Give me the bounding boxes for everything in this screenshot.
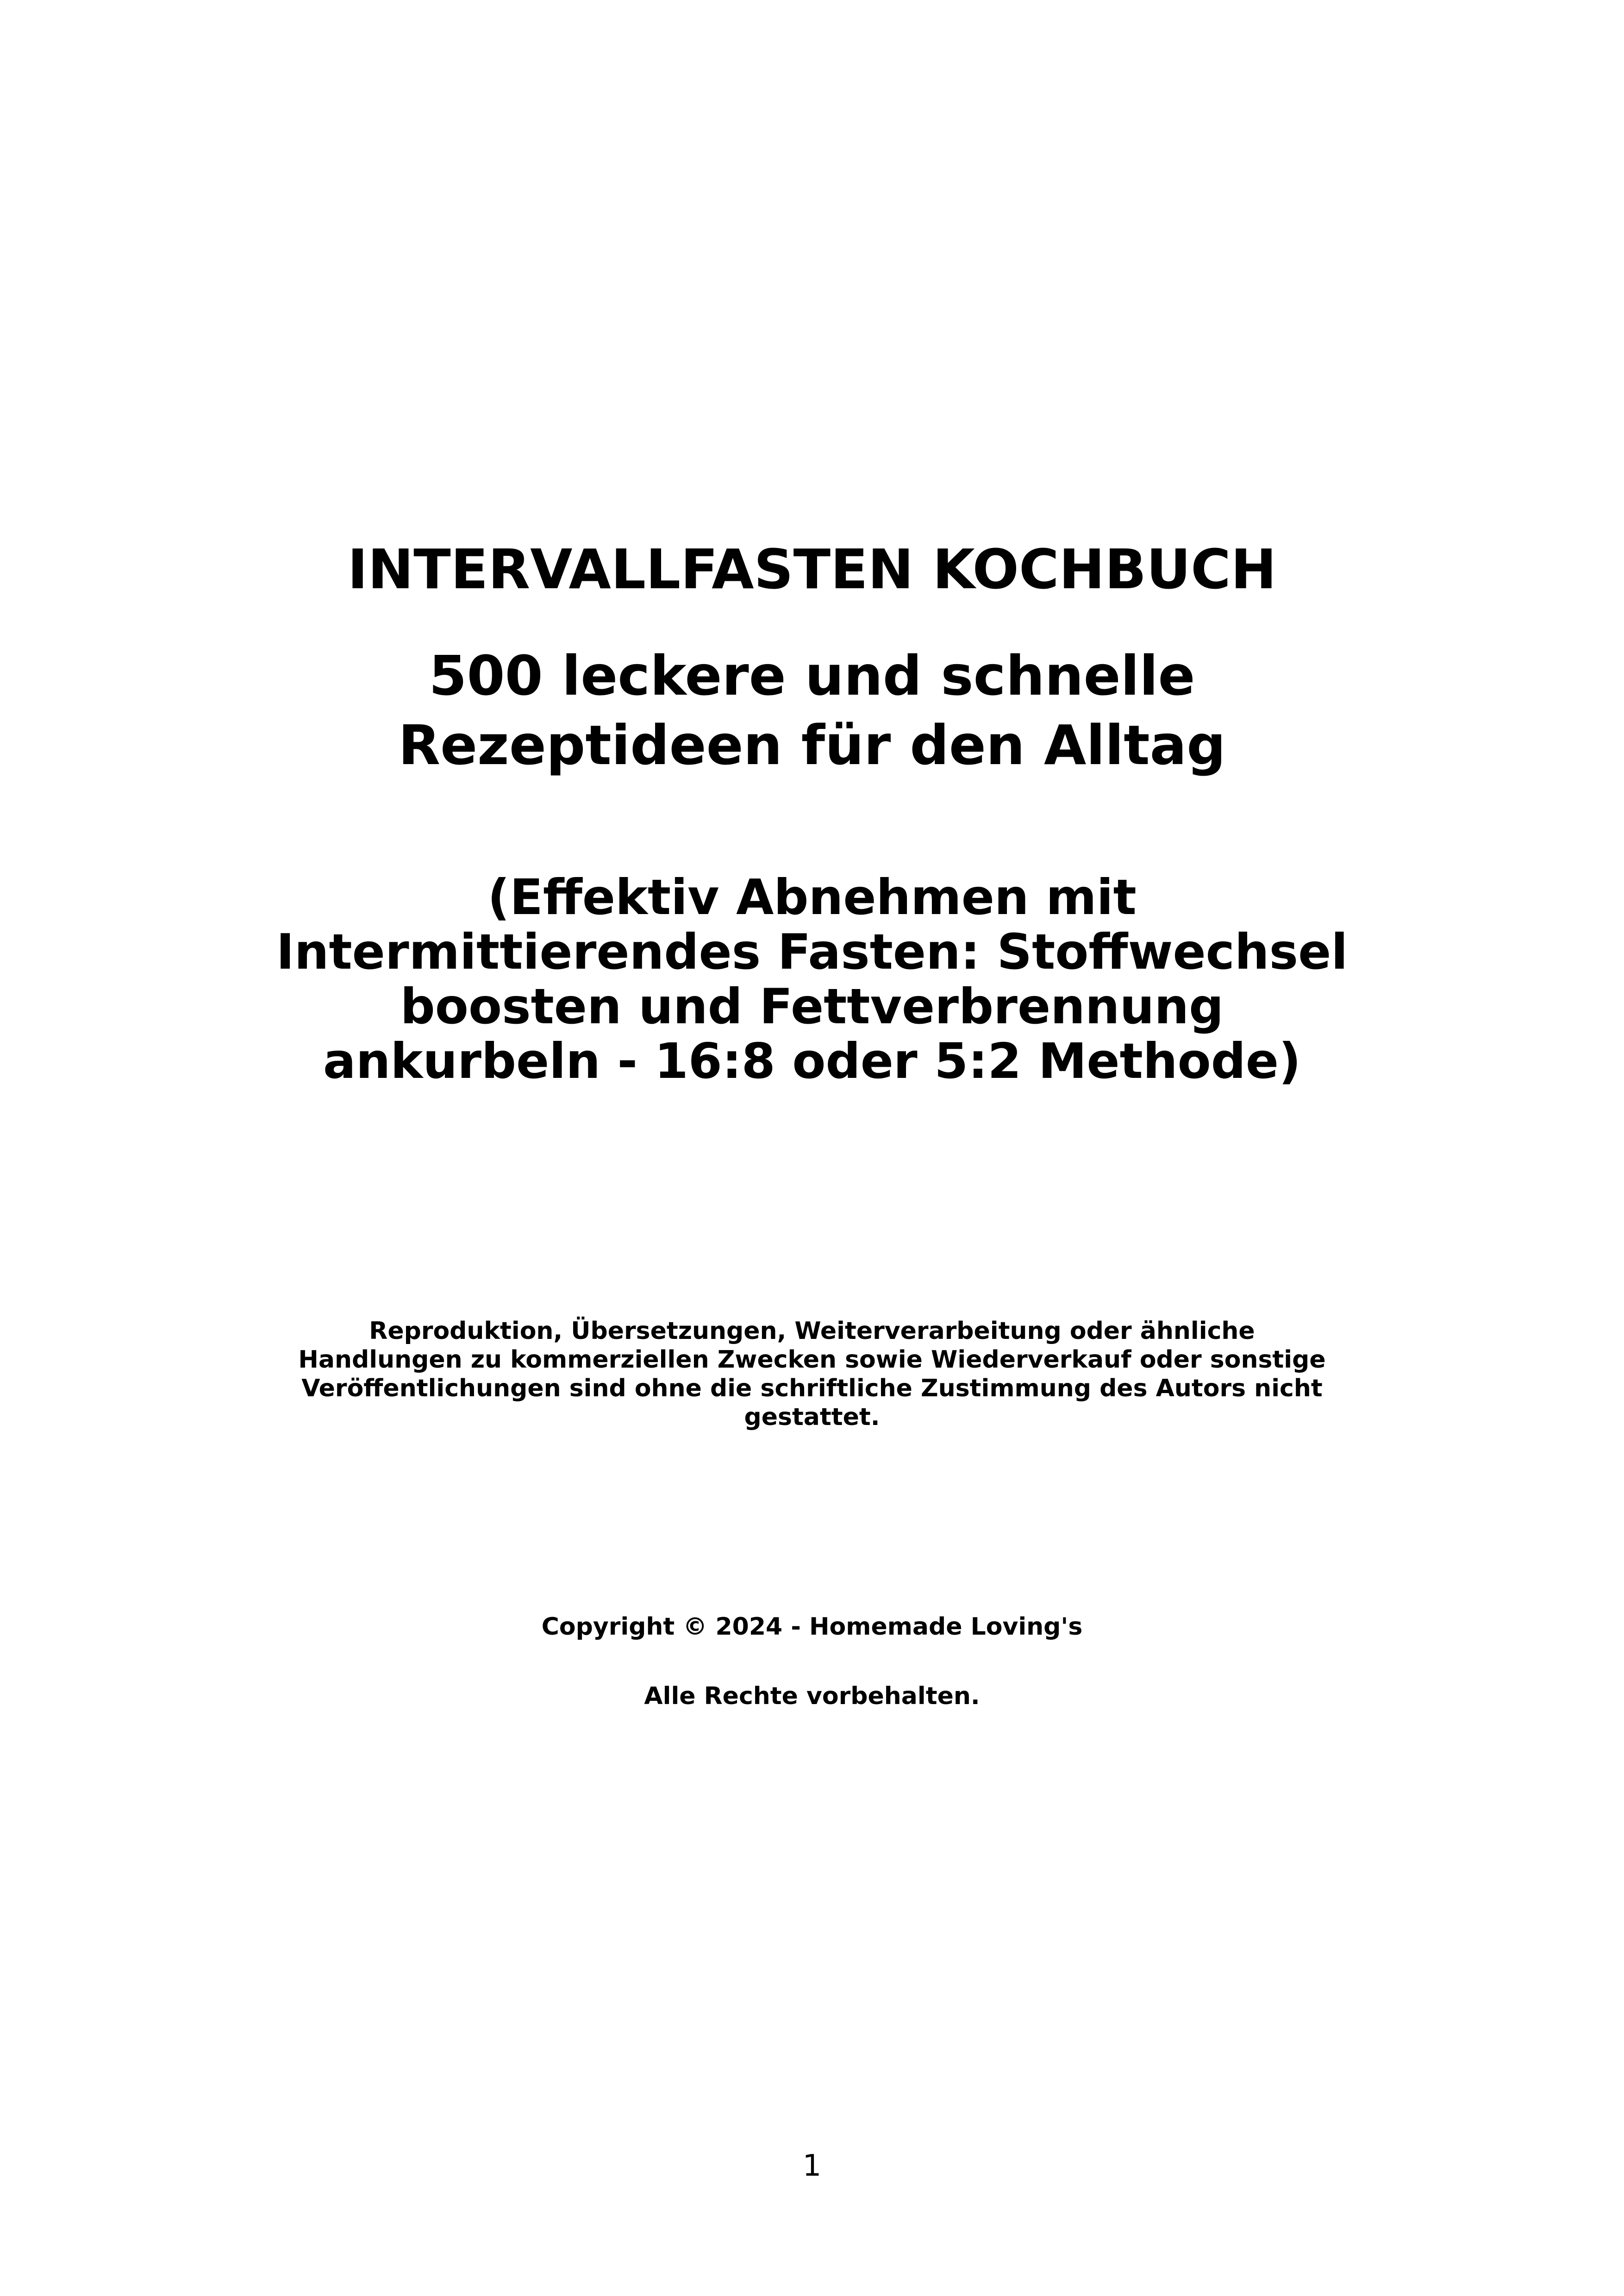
book-description	[231, 870, 1393, 1089]
copyright-line: Copyright © 2024 - Homemade Loving's	[541, 1613, 1083, 1641]
subtitle-line: 500 leckere und schnelle	[429, 644, 1195, 708]
description-line: Intermittierendes Fasten: Stoffwechsel	[276, 924, 1348, 980]
description-line: boosten und Fettverbrennung	[400, 978, 1224, 1035]
book-title: INTERVALLFASTEN KOCHBUCH	[347, 537, 1277, 601]
book-subtitle	[231, 641, 1393, 780]
notice-line: Veröffentlichungen sind ohne die schriftliche Zustimmung des Autors nicht	[301, 1375, 1323, 1402]
notice-line: gestattet.	[744, 1403, 880, 1431]
subtitle-line: Rezeptideen für den Alltag	[398, 713, 1226, 777]
notice-line: Handlungen zu kommerziellen Zwecken sowie Wiederverkauf oder sonstige	[298, 1346, 1326, 1374]
description-line: (Effektiv Abnehmen mit	[487, 869, 1137, 926]
rights-reserved: Alle Rechte vorbehalten.	[644, 1682, 980, 1710]
reproduction-notice	[231, 1317, 1393, 1431]
notice-line: Reproduktion, Übersetzungen, Weiterverarbeitung oder ähnliche	[369, 1317, 1255, 1345]
description-line: ankurbeln - 16:8 oder 5:2 Methode)	[323, 1033, 1301, 1089]
page-number: 1	[802, 2149, 822, 2183]
